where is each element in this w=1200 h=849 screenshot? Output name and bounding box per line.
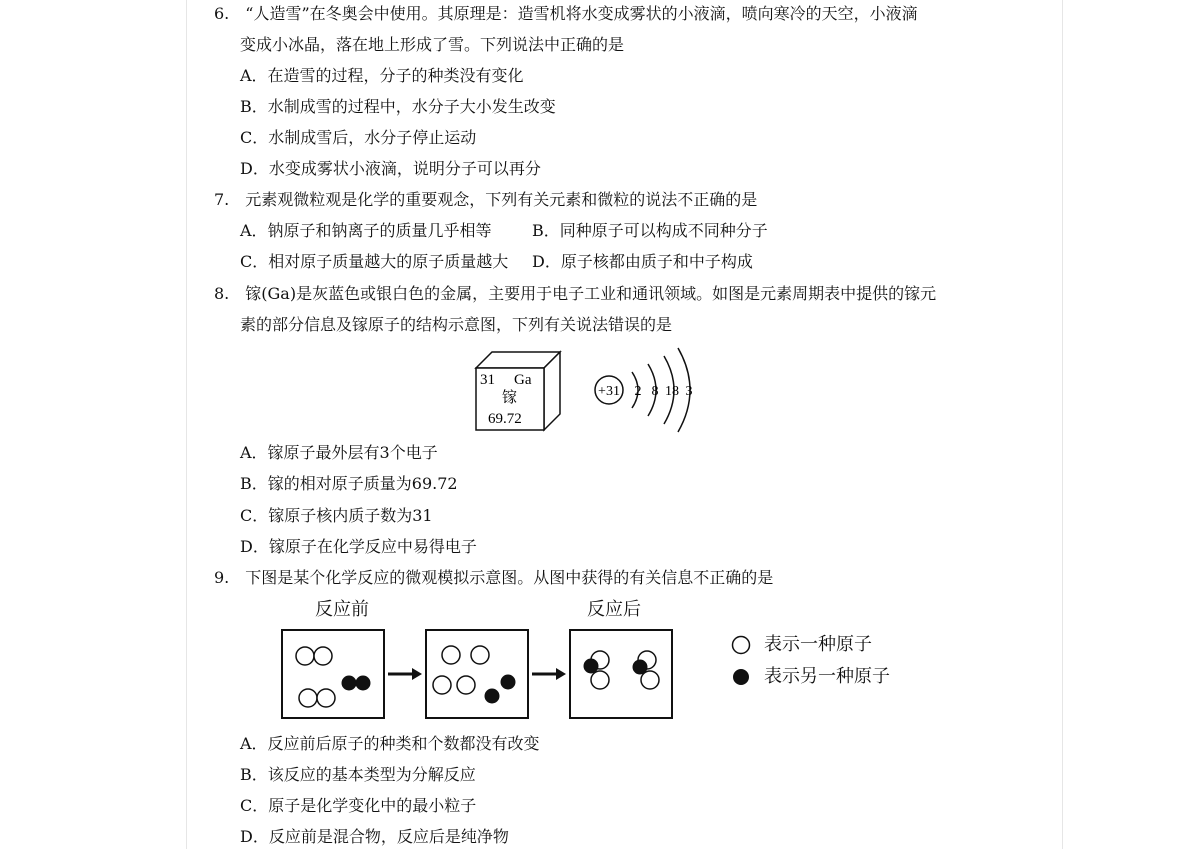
element-symbol: Ga: [514, 372, 532, 388]
question-7-option-c: C．相对原子质量越大的原子质量越大: [240, 252, 509, 271]
question-8-stem-line-2: 素的部分信息及镓原子的结构示意图，下列有关说法错误的是: [240, 315, 673, 334]
question-7-option-b: B．同种原子可以构成不同种分子: [532, 221, 768, 240]
question-8-stem-line-1: 8. 镓(Ga)是灰蓝色或银白色的金属，主要用于电子工业和通讯领域。如图是元素周期表中提供的镓元: [214, 284, 937, 303]
question-6-option-a: A．在造雪的过程，分子的种类没有变化: [240, 66, 524, 85]
question-7-option-d: D．原子核都由质子和中子构成: [532, 252, 753, 271]
question-8-option-d: D．镓原子在化学反应中易得电子: [240, 537, 477, 556]
question-6-stem-line-2: 变成小冰晶，落在地上形成了雪。下列说法中正确的是: [240, 35, 625, 54]
question-9-option-d: D．反应前是混合物，反应后是纯净物: [240, 827, 509, 846]
element-name: 镓: [502, 390, 518, 406]
before-box: [282, 630, 384, 718]
shell-2-electrons: 8: [651, 384, 659, 399]
question-9-option-c: C．原子是化学变化中的最小粒子: [240, 796, 477, 815]
periodic-table-cell-figure: [472, 348, 564, 432]
page-edge-right: [1062, 0, 1063, 849]
shell-3-electrons: 18: [665, 384, 679, 399]
question-8-option-a: A．镓原子最外层有3个电子: [240, 443, 438, 462]
question-7-option-a: A．钠原子和钠离子的质量几乎相等: [240, 221, 492, 240]
legend-white-label: 表示一种原子: [764, 634, 872, 655]
question-6-option-b: B．水制成雪的过程中，水分子大小发生改变: [240, 97, 556, 116]
gallium-atom-structure-diagram: [592, 342, 704, 438]
question-6-option-c: C．水制成雪后，水分子停止运动: [240, 128, 477, 147]
label-before-reaction: 反应前: [315, 599, 369, 620]
reaction-arrow-2: [556, 668, 566, 680]
question-6-option-d: D．水变成雾状小液滴，说明分子可以再分: [240, 159, 541, 178]
question-8-option-c: C．镓原子核内质子数为31: [240, 506, 433, 525]
question-6-stem-line-1: 6. “人造雪”在冬奥会中使用。其原理是：造雪机将水变成雾状的小液滴，喷向寒冷的天空，小液滴: [214, 4, 918, 23]
reaction-arrow-1: [412, 668, 422, 680]
shell-4-electrons: 3: [685, 384, 693, 399]
element-number: 31: [480, 372, 495, 388]
legend-black-atom: [734, 670, 749, 685]
legend-white-atom: [733, 637, 750, 654]
question-9-option-b: B．该反应的基本类型为分解反应: [240, 765, 476, 784]
label-after-reaction: 反应后: [587, 599, 641, 620]
question-9-stem: 9. 下图是某个化学反应的微观模拟示意图。从图中获得的有关信息不正确的是: [214, 568, 774, 587]
middle-box: [426, 630, 528, 718]
element-mass: 69.72: [488, 411, 522, 427]
shell-1-electrons: 2: [634, 384, 642, 399]
question-9-option-a: A．反应前后原子的种类和个数都没有改变: [240, 734, 540, 753]
page-edge-left: [186, 0, 187, 849]
question-7-stem: 7. 元素观微粒观是化学的重要观念，下列有关元素和微粒的说法不正确的是: [214, 190, 758, 209]
nucleus-charge: +31: [598, 384, 620, 399]
question-8-option-b: B．镓的相对原子质量为69.72: [240, 474, 458, 493]
legend-black-label: 表示另一种原子: [764, 666, 890, 687]
